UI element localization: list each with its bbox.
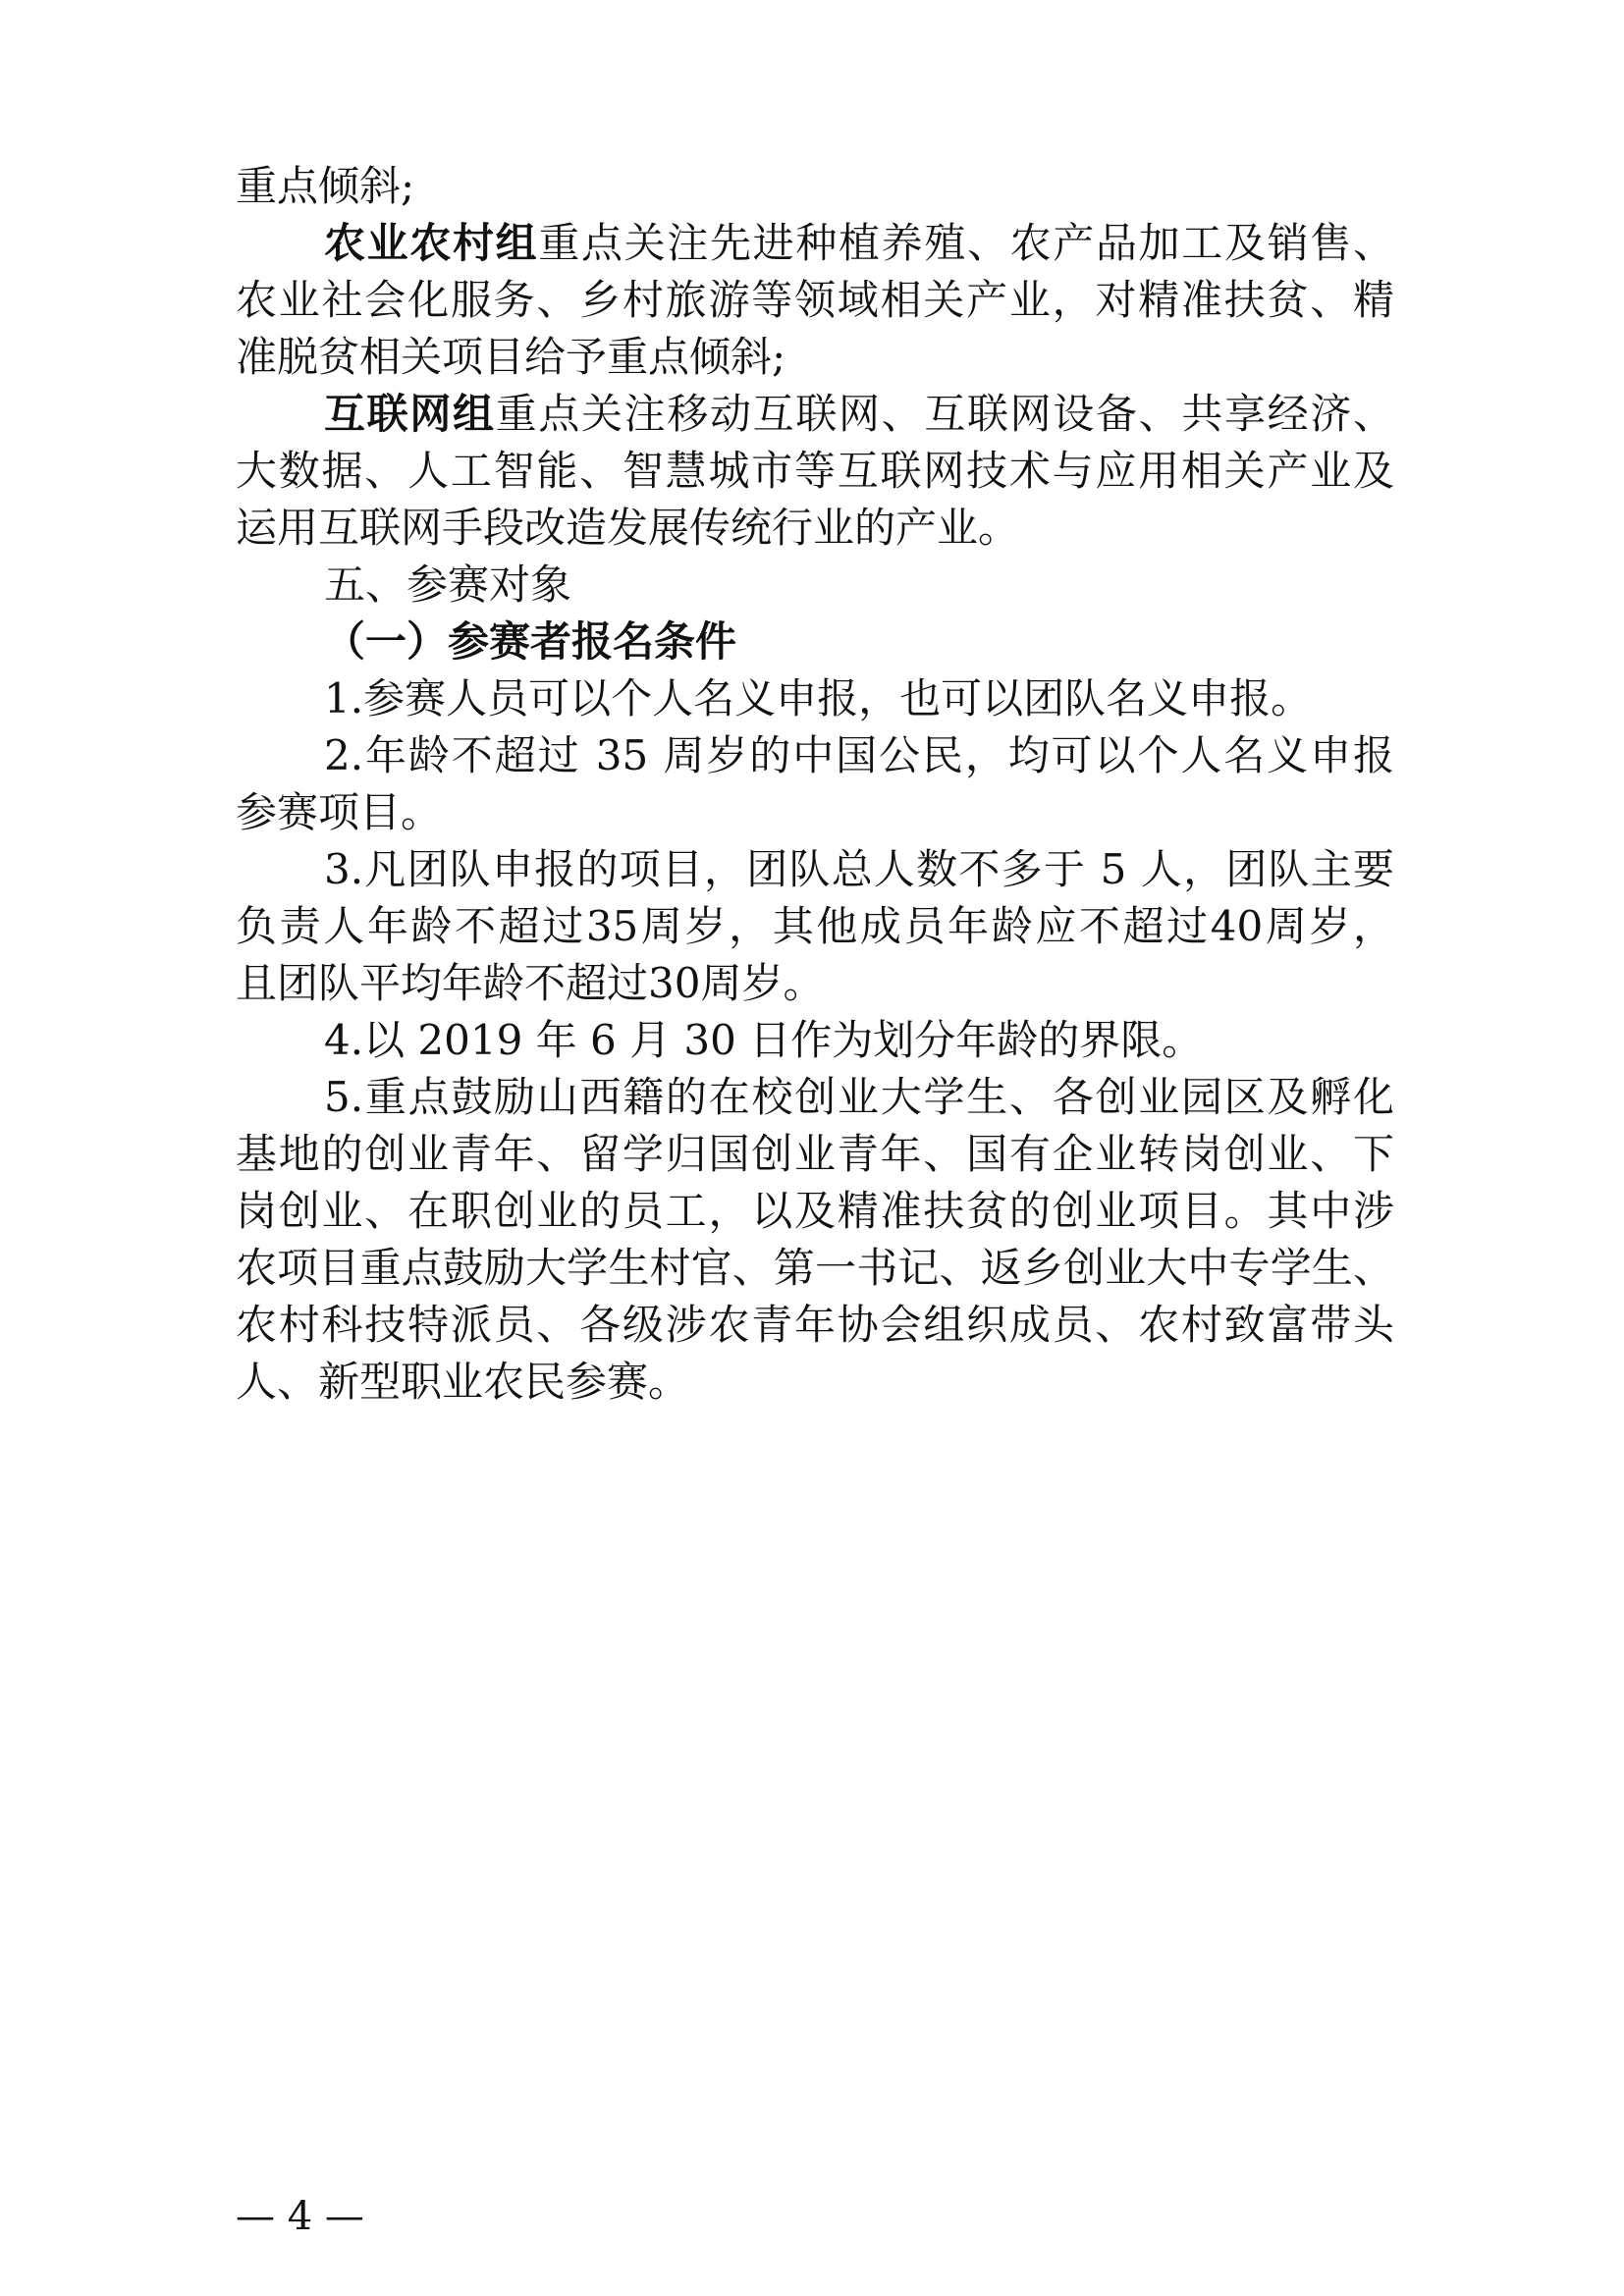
- paragraph-line: [236, 1353, 1394, 1412]
- line-text: 重点倾斜;: [236, 162, 415, 210]
- paragraph-line: [236, 1239, 1394, 1298]
- paragraph-line: [236, 328, 1394, 387]
- line-text: 参赛项目。: [236, 788, 443, 836]
- paragraph-line: [324, 669, 1394, 728]
- paragraph-line: [324, 726, 1394, 785]
- paragraph-line: [324, 385, 1394, 444]
- paragraph-line: [324, 1068, 1394, 1127]
- paragraph-line: [236, 1296, 1394, 1355]
- paragraph-line: [324, 840, 1394, 899]
- paragraph-line: [236, 954, 1394, 1013]
- paragraph-line: [236, 897, 1394, 956]
- paragraph-line: [236, 157, 1394, 216]
- line-text: 人、新型职业农民参赛。: [236, 1358, 690, 1406]
- subsection-title: （一）参赛者报名条件: [324, 617, 737, 666]
- line-text: 5.重点鼓励山西籍的在校创业大学生、各创业园区及孵化: [324, 1073, 1394, 1121]
- subsection-heading: [324, 613, 1394, 671]
- line-text: 基地的创业青年、留学归国创业青年、国有企业转岗创业、下: [236, 1130, 1394, 1178]
- paragraph-line: [236, 1182, 1394, 1241]
- line-text: 1.参赛人员可以个人名义申报，也可以团队名义申报。: [324, 674, 1313, 722]
- line-text: 且团队平均年龄不超过30周岁。: [236, 959, 825, 1007]
- line-text: 准脱贫相关项目给予重点倾斜;: [236, 333, 786, 381]
- line-text: 大数据、人工智能、智慧城市等互联网技术与应用相关产业及: [236, 447, 1394, 495]
- group-heading-agriculture: 农业农村组: [324, 219, 539, 267]
- line-text: 重点关注移动互联网、互联网设备、共享经济、: [495, 390, 1394, 438]
- line-text: 负责人年龄不超过35周岁，其他成员年龄应不超过40周岁，: [236, 902, 1394, 950]
- paragraph-line: [324, 1011, 1394, 1070]
- line-text: 重点关注先进种植养殖、农产品加工及销售、: [538, 219, 1394, 267]
- line-text: 2.年龄不超过 35 周岁的中国公民，均可以个人名义申报: [324, 731, 1394, 779]
- line-text: 农项目重点鼓励大学生村官、第一书记、返乡创业大中专学生、: [236, 1244, 1394, 1292]
- paragraph-line: [236, 783, 1394, 842]
- paragraph-line: [324, 214, 1394, 273]
- line-text: 岗创业、在职创业的员工，以及精准扶贫的创业项目。其中涉: [236, 1187, 1394, 1235]
- line-text: 农村科技特派员、各级涉农青年协会组织成员、农村致富带头: [236, 1301, 1394, 1349]
- line-text: 运用互联网手段改造发展传统行业的产业。: [236, 504, 1020, 552]
- paragraph-line: [236, 1125, 1394, 1184]
- line-text: 3.凡团队申报的项目，团队总人数不多于 5 人，团队主要: [324, 845, 1394, 893]
- section-title: 五、参赛对象: [324, 561, 572, 609]
- line-text: 4.以 2019 年 6 月 30 日作为划分年龄的界限。: [324, 1016, 1204, 1064]
- paragraph-line: [236, 271, 1394, 330]
- paragraph-line: [236, 442, 1394, 501]
- page-number: — 4 —: [236, 2194, 364, 2239]
- line-text: 农业社会化服务、乡村旅游等领域相关产业，对精准扶贫、精: [236, 276, 1394, 324]
- paragraph-line: [236, 499, 1394, 558]
- group-heading-internet: 互联网组: [324, 390, 496, 438]
- section-heading: [324, 556, 1394, 614]
